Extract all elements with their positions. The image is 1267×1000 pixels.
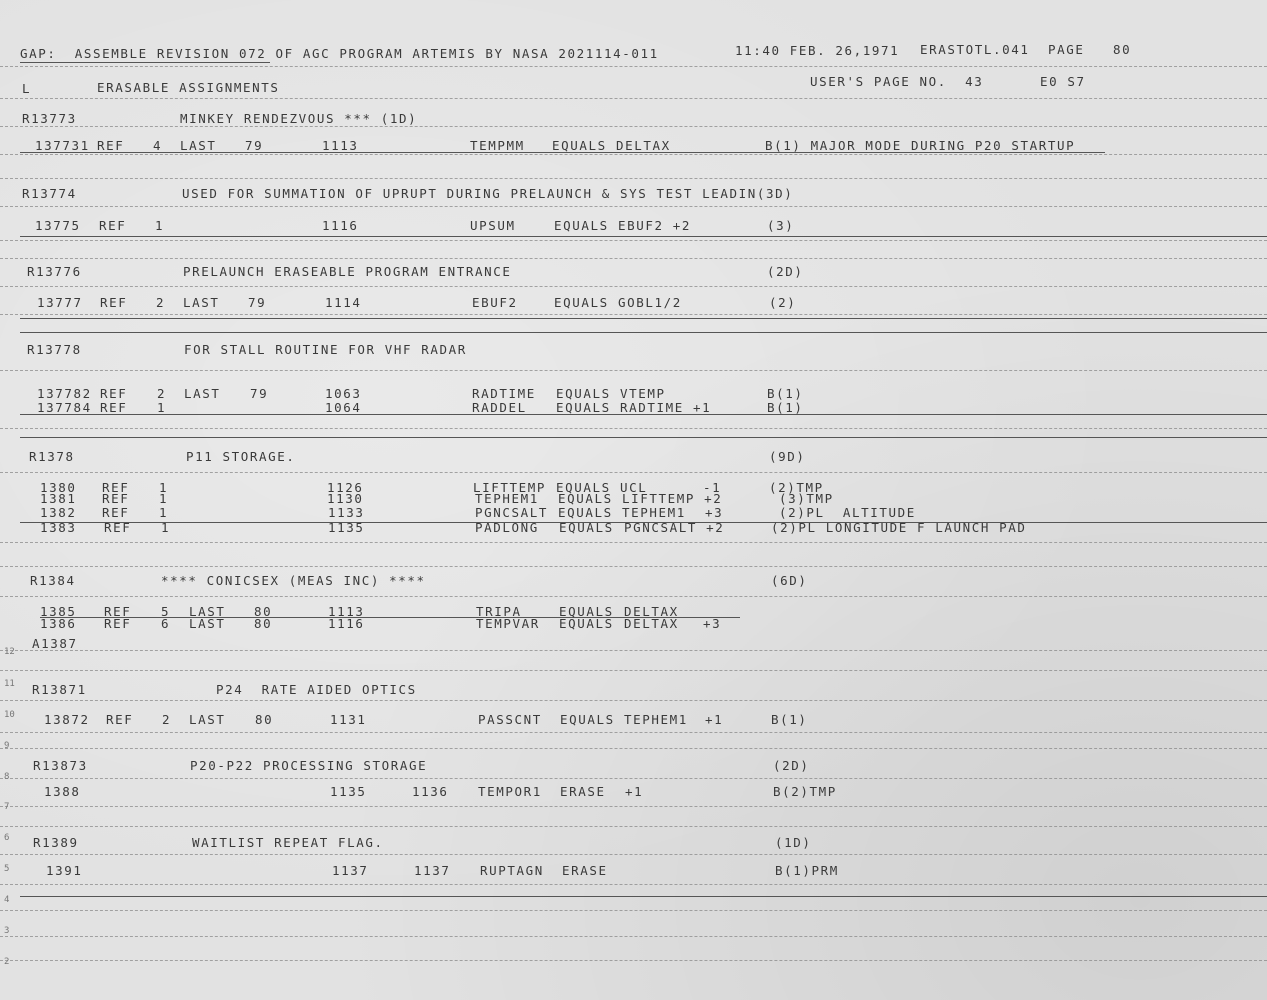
listing-cell: LIFTTEMP (473, 480, 547, 495)
paper-rule (0, 472, 1267, 473)
listing-line-id: 13872 (44, 712, 90, 727)
separator-rule (20, 318, 1267, 319)
paper-rule (0, 884, 1267, 885)
listing-cell: RADTIME +1 (620, 400, 712, 415)
listing-cell: TRIPA (476, 604, 522, 619)
listing-cell: PRELAUNCH ERASEABLE PROGRAM ENTRANCE (183, 264, 512, 279)
listing-cell: VTEMP (620, 386, 666, 401)
paper-rule (0, 826, 1267, 827)
paper-rule (0, 258, 1267, 259)
listing-cell: B(1) (771, 712, 808, 727)
listing-cell: REF (102, 505, 130, 520)
paper-rule (0, 154, 1267, 155)
listing-cell: +1 (705, 712, 724, 727)
listing-line-id: 1382 (40, 505, 77, 520)
listing-cell: EQUALS (556, 386, 611, 401)
header-section: ERASABLE ASSIGNMENTS (97, 80, 280, 95)
listing-cell: EQUALS (556, 480, 611, 495)
listing-cell: 1113 (322, 138, 359, 153)
listing-cell: DELTAX (624, 616, 679, 631)
listing-cell: 1136 (412, 784, 449, 799)
listing-cell: 79 (250, 386, 269, 401)
paper-rule (0, 806, 1267, 807)
listing-cell: B(1) (767, 386, 804, 401)
listing-cell: EQUALS (558, 505, 613, 520)
listing-cell: (9D) (769, 449, 806, 464)
listing-cell: **** CONICSEX (MEAS INC) **** (161, 573, 426, 588)
listing-cell: TEPHEM1 (622, 505, 686, 520)
listing-line-id: R1378 (29, 449, 75, 464)
margin-mark: 10 (4, 710, 15, 720)
listing-line-id: 1391 (46, 863, 83, 878)
listing-line-id: 1385 (40, 604, 77, 619)
paper-rule (0, 428, 1267, 429)
listing-cell: (2) (769, 295, 797, 310)
paper-rule (0, 370, 1267, 371)
margin-mark: 12 (4, 647, 15, 657)
listing-line-id: R13773 (22, 111, 77, 126)
listing-cell: REF (100, 386, 128, 401)
listing-line-id: 137731 (35, 138, 90, 153)
listing-cell: B(1) MAJOR MODE DURING P20 STARTUP (765, 138, 1076, 153)
paper-rule (0, 960, 1267, 961)
listing-cell: (2)TMP (769, 480, 824, 495)
listing-cell: EQUALS (556, 400, 611, 415)
listing-cell: UCL (620, 480, 648, 495)
header-title: GAP: ASSEMBLE REVISION 072 OF AGC PROGRAM ARTEMIS BY NASA 2021114-011 (20, 46, 659, 61)
listing-cell: RADDEL (472, 400, 527, 415)
listing-cell: P11 STORAGE. (186, 449, 296, 464)
listing-cell: LAST (189, 616, 226, 631)
margin-mark: 7 (4, 802, 10, 812)
listing-line-id: A1387 (32, 636, 78, 651)
listing-cell: LAST (184, 386, 221, 401)
listing-cell: 1133 (328, 505, 365, 520)
listing-cell: 1137 (332, 863, 369, 878)
listing-cell: 1 (159, 505, 169, 520)
listing-cell: LIFTTEMP +2 (622, 491, 723, 506)
listing-cell: 6 (161, 616, 171, 631)
paper-rule (0, 910, 1267, 911)
listing-cell: (2)PL ALTITUDE (779, 505, 916, 520)
listing-cell: MINKEY RENDEZVOUS *** (1D) (180, 111, 418, 126)
margin-mark: 8 (4, 772, 10, 782)
listing-cell: 80 (254, 616, 273, 631)
listing-line-id: R13778 (27, 342, 82, 357)
header-user-page: USER'S PAGE NO. 43 (810, 74, 984, 89)
listing-cell: REF (102, 480, 130, 495)
listing-cell: WAITLIST REPEAT FLAG. (192, 835, 384, 850)
paper-rule (0, 206, 1267, 207)
listing-cell: REF (104, 520, 132, 535)
paper-rule (0, 596, 1267, 597)
listing-cell: TEMPOR1 (478, 784, 542, 799)
listing-line-id: 13777 (37, 295, 83, 310)
listing-cell: 1 (161, 520, 171, 535)
listing-cell: 1135 (330, 784, 367, 799)
listing-cell: REF (97, 138, 125, 153)
paper-rule (0, 542, 1267, 543)
listing-cell: GOBL1/2 (618, 295, 682, 310)
listing-cell: B(1) (767, 400, 804, 415)
listing-line-id: R13774 (22, 186, 77, 201)
listing-cell: TEMPMM (470, 138, 525, 153)
paper-rule (0, 650, 1267, 651)
listing-cell: 1126 (327, 480, 364, 495)
listing-cell: UPSUM (470, 218, 516, 233)
listing-cell: EQUALS (554, 218, 609, 233)
listing-cell: LAST (189, 604, 226, 619)
listing-cell: (2D) (773, 758, 810, 773)
listing-cell: PADLONG (475, 520, 539, 535)
listing-cell: 2 (156, 295, 166, 310)
margin-mark: 3 (4, 926, 10, 936)
listing-cell: 1137 (414, 863, 451, 878)
listing-cell: REF (100, 295, 128, 310)
paper-rule (0, 66, 1267, 67)
listing-cell: 1113 (328, 604, 365, 619)
listing-cell: EQUALS (559, 616, 614, 631)
listing-line-id: 1386 (40, 616, 77, 631)
listing-cell: 1116 (328, 616, 365, 631)
listing-cell: 79 (245, 138, 264, 153)
listing-cell: USED FOR SUMMATION OF UPRUPT DURING PRELAUNCH & SYS TEST LEADIN(3D) (182, 186, 794, 201)
listing-cell: 1 (159, 480, 169, 495)
paper-rule (0, 98, 1267, 99)
paper-rule (0, 126, 1267, 127)
listing-cell: 2 (162, 712, 172, 727)
listing-line-id: R1389 (33, 835, 79, 850)
margin-mark: 4 (4, 895, 10, 905)
listing-cell: B(2)TMP (773, 784, 837, 799)
listing-line-id: 137784 (37, 400, 92, 415)
listing-cell: B(1)PRM (775, 863, 839, 878)
listing-cell: 1064 (325, 400, 362, 415)
margin-mark: 11 (4, 679, 15, 689)
listing-line-id: R13776 (27, 264, 82, 279)
header-underline (20, 62, 270, 63)
paper-rule (0, 670, 1267, 671)
listing-cell: DELTAX (616, 138, 671, 153)
listing-cell: (3) (767, 218, 795, 233)
listing-cell: LAST (183, 295, 220, 310)
listing-cell: -1 (703, 480, 722, 495)
listing-line-id: R13873 (33, 758, 88, 773)
listing-cell: 1 (159, 491, 169, 506)
margin-mark: 2 (4, 957, 10, 967)
margin-mark: 9 (4, 741, 10, 751)
listing-cell: EQUALS (559, 520, 614, 535)
listing-line-id: 1380 (40, 480, 77, 495)
separator-rule (20, 332, 1267, 333)
listing-cell: LAST (180, 138, 217, 153)
listing-cell: 1116 (322, 218, 359, 233)
paper-rule (0, 854, 1267, 855)
listing-cell: +3 (705, 505, 724, 520)
listing-cell: RUPTAGN (480, 863, 544, 878)
listing-cell: ERASE (560, 784, 606, 799)
listing-cell: 79 (248, 295, 267, 310)
paper-rule (0, 732, 1267, 733)
listing-cell: FOR STALL ROUTINE FOR VHF RADAR (184, 342, 467, 357)
margin-mark: 5 (4, 864, 10, 874)
listing-line-id: R13871 (32, 682, 87, 697)
listing-cell: RADTIME (472, 386, 536, 401)
listing-cell: EQUALS (560, 712, 615, 727)
listing-cell: EQUALS (554, 295, 609, 310)
listing-cell: +3 (703, 616, 722, 631)
listing-cell: EBUF2 (472, 295, 518, 310)
listing-cell: PASSCNT (478, 712, 542, 727)
listing-cell: 1130 (327, 491, 364, 506)
listing-cell: 2 (157, 386, 167, 401)
listing-cell: REF (104, 616, 132, 631)
paper-rule (0, 314, 1267, 315)
separator-rule (20, 437, 1267, 438)
listing-cell: EQUALS (559, 604, 614, 619)
paper-rule (0, 178, 1267, 179)
listing-cell: REF (104, 604, 132, 619)
listing-cell: TEPHEM1 (624, 712, 688, 727)
listing-cell: 1063 (325, 386, 362, 401)
header-page-label: PAGE (1048, 42, 1085, 57)
listing-cell: (1D) (775, 835, 812, 850)
listing-line-id: 1383 (40, 520, 77, 535)
listing-cell: 5 (161, 604, 171, 619)
listing-cell: EBUF2 +2 (618, 218, 692, 233)
paper-rule (0, 286, 1267, 287)
listing-cell: (6D) (771, 573, 808, 588)
listing-cell: REF (106, 712, 134, 727)
listing-cell: (2)PL LONGITUDE F LAUNCH PAD (771, 520, 1027, 535)
listing-cell: P24 RATE AIDED OPTICS (216, 682, 417, 697)
header-file: ERASTOTL.041 (920, 42, 1030, 57)
listing-cell: 80 (254, 604, 273, 619)
listing-cell: 1 (155, 218, 165, 233)
separator-rule (20, 236, 1267, 237)
listing-cell: (2D) (767, 264, 804, 279)
listing-cell: 1114 (325, 295, 362, 310)
header-timestamp: 11:40 FEB. 26,1971 (735, 43, 900, 58)
listing-cell: +1 (625, 784, 644, 799)
listing-cell: EQUALS (558, 491, 613, 506)
listing-cell: TEPHEM1 (475, 491, 539, 506)
listing-line-id: R1384 (30, 573, 76, 588)
listing-cell: ERASE (562, 863, 608, 878)
separator-rule (20, 896, 1267, 897)
listing-line-id: 1388 (44, 784, 81, 799)
listing-cell: REF (102, 491, 130, 506)
listing-cell: P20-P22 PROCESSING STORAGE (190, 758, 428, 773)
margin-mark: 6 (4, 833, 10, 843)
listing-cell: (3)TMP (779, 491, 834, 506)
listing-cell: 1131 (330, 712, 367, 727)
listing-cell: REF (100, 400, 128, 415)
listing-cell: 4 (153, 138, 163, 153)
listing-cell: LAST (189, 712, 226, 727)
paper-rule (0, 936, 1267, 937)
listing-cell: DELTAX (624, 604, 679, 619)
header-code: E0 S7 (1040, 74, 1086, 89)
listing-cell: 80 (255, 712, 274, 727)
listing-line-id: 1381 (40, 491, 77, 506)
paper-rule (0, 748, 1267, 749)
listing-line-id: 13775 (35, 218, 81, 233)
listing-cell: 1 (157, 400, 167, 415)
listing-cell: REF (99, 218, 127, 233)
paper-rule (0, 566, 1267, 567)
paper-rule (0, 700, 1267, 701)
paper-rule (0, 240, 1267, 241)
listing-cell: EQUALS (552, 138, 607, 153)
listing-cell: PGNCSALT (475, 505, 549, 520)
listing-cell: PGNCSALT +2 (624, 520, 725, 535)
paper-rule (0, 778, 1267, 779)
header-type-code: L (22, 81, 32, 96)
header-page-number: 80 (1113, 42, 1132, 57)
listing-cell: 1135 (328, 520, 365, 535)
listing-cell: TEMPVAR (476, 616, 540, 631)
listing-line-id: 137782 (37, 386, 92, 401)
